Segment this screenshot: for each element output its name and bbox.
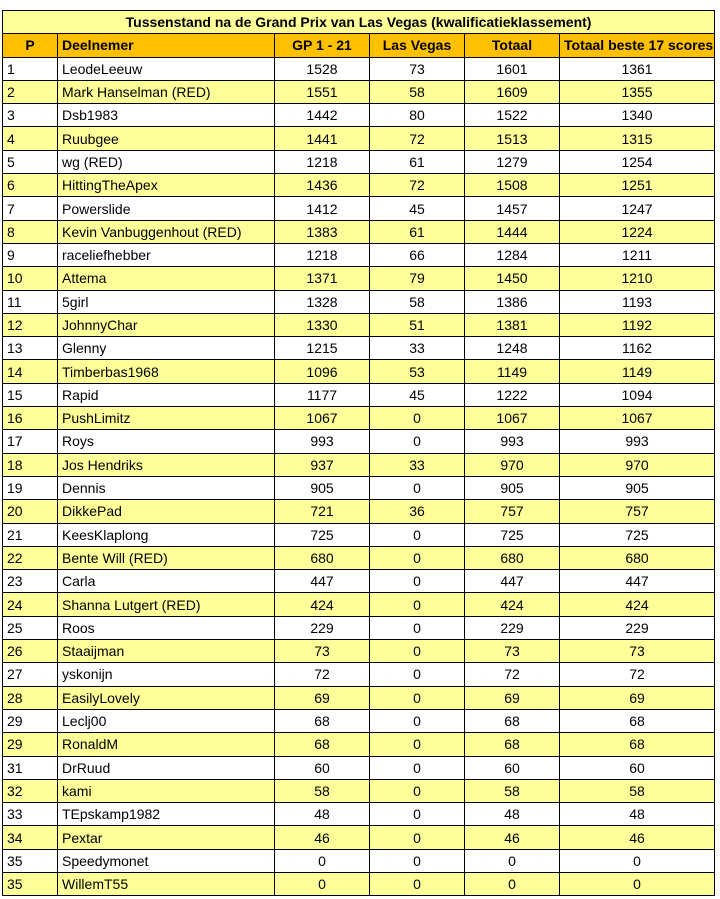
- cell-las-vegas: 0: [370, 686, 465, 709]
- cell-total: 993: [465, 430, 560, 453]
- cell-las-vegas: 80: [370, 104, 465, 127]
- table-row: [3, 663, 715, 686]
- cell-gp-1-21: 1441: [275, 127, 370, 150]
- cell-total: 905: [465, 476, 560, 499]
- cell-position: 1: [3, 57, 58, 80]
- cell-best-17: 0: [560, 849, 715, 872]
- cell-position: 2: [3, 80, 58, 103]
- cell-total: 69: [465, 686, 560, 709]
- cell-total: 48: [465, 803, 560, 826]
- table-row: [3, 80, 715, 103]
- cell-gp-1-21: 1096: [275, 360, 370, 383]
- cell-best-17: 229: [560, 616, 715, 639]
- cell-best-17: 1162: [560, 337, 715, 360]
- cell-las-vegas: 33: [370, 453, 465, 476]
- cell-best-17: 905: [560, 476, 715, 499]
- cell-las-vegas: 33: [370, 337, 465, 360]
- cell-las-vegas: 45: [370, 383, 465, 406]
- cell-position: 24: [3, 593, 58, 616]
- cell-best-17: 1247: [560, 197, 715, 220]
- cell-total: 725: [465, 523, 560, 546]
- table-row: [3, 430, 715, 453]
- table-row: [3, 290, 715, 313]
- cell-las-vegas: 61: [370, 220, 465, 243]
- table-row: [3, 779, 715, 802]
- cell-las-vegas: 0: [370, 640, 465, 663]
- cell-las-vegas: 53: [370, 360, 465, 383]
- cell-total: 1601: [465, 57, 560, 80]
- cell-participant: Roos: [58, 616, 275, 639]
- cell-position: 29: [3, 709, 58, 732]
- cell-best-17: 68: [560, 733, 715, 756]
- cell-total: 1450: [465, 267, 560, 290]
- cell-participant: Roys: [58, 430, 275, 453]
- cell-best-17: 58: [560, 779, 715, 802]
- cell-total: 447: [465, 570, 560, 593]
- cell-gp-1-21: 1436: [275, 174, 370, 197]
- cell-gp-1-21: 68: [275, 709, 370, 732]
- cell-participant: TEpskamp1982: [58, 803, 275, 826]
- cell-position: 21: [3, 523, 58, 546]
- table-row: [3, 407, 715, 430]
- cell-las-vegas: 0: [370, 593, 465, 616]
- table-row: [3, 616, 715, 639]
- cell-gp-1-21: 1215: [275, 337, 370, 360]
- cell-best-17: 447: [560, 570, 715, 593]
- table-row: [3, 476, 715, 499]
- cell-las-vegas: 0: [370, 546, 465, 569]
- cell-best-17: 680: [560, 546, 715, 569]
- cell-total: 68: [465, 733, 560, 756]
- cell-position: 16: [3, 407, 58, 430]
- cell-gp-1-21: 993: [275, 430, 370, 453]
- cell-las-vegas: 0: [370, 779, 465, 802]
- cell-participant: raceliefhebber: [58, 243, 275, 266]
- cell-best-17: 1149: [560, 360, 715, 383]
- cell-total: 229: [465, 616, 560, 639]
- cell-position: 4: [3, 127, 58, 150]
- cell-gp-1-21: 1551: [275, 80, 370, 103]
- table-row: [3, 174, 715, 197]
- cell-las-vegas: 72: [370, 127, 465, 150]
- table-row: [3, 826, 715, 849]
- cell-position: 9: [3, 243, 58, 266]
- cell-participant: Pextar: [58, 826, 275, 849]
- cell-total: 680: [465, 546, 560, 569]
- cell-position: 11: [3, 290, 58, 313]
- cell-las-vegas: 0: [370, 523, 465, 546]
- cell-position: 8: [3, 220, 58, 243]
- table-row: [3, 150, 715, 173]
- cell-total: 1067: [465, 407, 560, 430]
- cell-best-17: 424: [560, 593, 715, 616]
- cell-gp-1-21: 72: [275, 663, 370, 686]
- cell-participant: Rapid: [58, 383, 275, 406]
- cell-total: 72: [465, 663, 560, 686]
- cell-best-17: 1355: [560, 80, 715, 103]
- cell-las-vegas: 0: [370, 803, 465, 826]
- cell-gp-1-21: 1218: [275, 243, 370, 266]
- cell-las-vegas: 0: [370, 407, 465, 430]
- cell-gp-1-21: 1218: [275, 150, 370, 173]
- cell-gp-1-21: 1330: [275, 313, 370, 336]
- cell-total: 1279: [465, 150, 560, 173]
- table-row: [3, 803, 715, 826]
- table-row: [3, 500, 715, 523]
- table-row: [3, 593, 715, 616]
- cell-best-17: 1340: [560, 104, 715, 127]
- column-header-participant: Deelnemer: [58, 34, 275, 57]
- cell-participant: Dennis: [58, 476, 275, 499]
- cell-total: 1609: [465, 80, 560, 103]
- cell-total: 1284: [465, 243, 560, 266]
- cell-position: 35: [3, 849, 58, 872]
- cell-total: 1457: [465, 197, 560, 220]
- cell-best-17: 1254: [560, 150, 715, 173]
- standings-sheet: [2, 10, 715, 896]
- cell-las-vegas: 79: [370, 267, 465, 290]
- cell-las-vegas: 0: [370, 476, 465, 499]
- cell-best-17: 0: [560, 872, 715, 895]
- cell-gp-1-21: 1067: [275, 407, 370, 430]
- cell-best-17: 1224: [560, 220, 715, 243]
- table-row: [3, 872, 715, 895]
- table-row: [3, 570, 715, 593]
- cell-position: 22: [3, 546, 58, 569]
- cell-participant: yskonijn: [58, 663, 275, 686]
- cell-best-17: 993: [560, 430, 715, 453]
- cell-las-vegas: 61: [370, 150, 465, 173]
- table-row: [3, 546, 715, 569]
- cell-participant: kami: [58, 779, 275, 802]
- cell-las-vegas: 0: [370, 709, 465, 732]
- cell-gp-1-21: 46: [275, 826, 370, 849]
- cell-position: 13: [3, 337, 58, 360]
- cell-best-17: 1315: [560, 127, 715, 150]
- cell-total: 1513: [465, 127, 560, 150]
- table-row: [3, 360, 715, 383]
- cell-participant: Carla: [58, 570, 275, 593]
- table-row: [3, 756, 715, 779]
- cell-las-vegas: 36: [370, 500, 465, 523]
- cell-position: 25: [3, 616, 58, 639]
- cell-participant: RonaldM: [58, 733, 275, 756]
- cell-las-vegas: 0: [370, 663, 465, 686]
- cell-las-vegas: 0: [370, 430, 465, 453]
- cell-total: 1381: [465, 313, 560, 336]
- cell-position: 3: [3, 104, 58, 127]
- cell-participant: Powerslide: [58, 197, 275, 220]
- cell-las-vegas: 0: [370, 733, 465, 756]
- table-row: [3, 57, 715, 80]
- cell-gp-1-21: 68: [275, 733, 370, 756]
- cell-total: 1386: [465, 290, 560, 313]
- cell-position: 31: [3, 756, 58, 779]
- table-row: [3, 453, 715, 476]
- cell-gp-1-21: 447: [275, 570, 370, 593]
- standings-body: [3, 57, 715, 896]
- cell-participant: DikkePad: [58, 500, 275, 523]
- table-row: [3, 523, 715, 546]
- cell-best-17: 48: [560, 803, 715, 826]
- cell-las-vegas: 0: [370, 616, 465, 639]
- table-row: [3, 127, 715, 150]
- cell-total: 0: [465, 849, 560, 872]
- table-row: [3, 104, 715, 127]
- cell-total: 60: [465, 756, 560, 779]
- cell-best-17: 1361: [560, 57, 715, 80]
- table-row: [3, 337, 715, 360]
- table-row: [3, 197, 715, 220]
- table-row: [3, 709, 715, 732]
- column-header-position: P: [3, 34, 58, 57]
- cell-gp-1-21: 73: [275, 640, 370, 663]
- cell-participant: HittingTheApex: [58, 174, 275, 197]
- cell-gp-1-21: 1528: [275, 57, 370, 80]
- cell-position: 32: [3, 779, 58, 802]
- cell-participant: JohnnyChar: [58, 313, 275, 336]
- cell-best-17: 1211: [560, 243, 715, 266]
- cell-las-vegas: 58: [370, 290, 465, 313]
- cell-participant: Mark Hanselman (RED): [58, 80, 275, 103]
- cell-gp-1-21: 725: [275, 523, 370, 546]
- column-header-las-vegas: Las Vegas: [370, 34, 465, 57]
- cell-position: 6: [3, 174, 58, 197]
- cell-position: 33: [3, 803, 58, 826]
- table-row: [3, 640, 715, 663]
- cell-gp-1-21: 1177: [275, 383, 370, 406]
- cell-las-vegas: 58: [370, 80, 465, 103]
- cell-las-vegas: 51: [370, 313, 465, 336]
- table-row: [3, 313, 715, 336]
- column-header-gp-1-21: GP 1 - 21: [275, 34, 370, 57]
- cell-participant: 5girl: [58, 290, 275, 313]
- cell-total: 68: [465, 709, 560, 732]
- table-row: [3, 849, 715, 872]
- cell-best-17: 757: [560, 500, 715, 523]
- cell-position: 29: [3, 733, 58, 756]
- cell-gp-1-21: 1383: [275, 220, 370, 243]
- title-row: [3, 11, 715, 34]
- cell-total: 757: [465, 500, 560, 523]
- cell-position: 27: [3, 663, 58, 686]
- cell-position: 34: [3, 826, 58, 849]
- cell-total: 46: [465, 826, 560, 849]
- cell-position: 14: [3, 360, 58, 383]
- cell-best-17: 1094: [560, 383, 715, 406]
- cell-total: 970: [465, 453, 560, 476]
- cell-participant: WillemT55: [58, 872, 275, 895]
- cell-position: 19: [3, 476, 58, 499]
- cell-gp-1-21: 1371: [275, 267, 370, 290]
- cell-participant: DrRuud: [58, 756, 275, 779]
- cell-gp-1-21: 937: [275, 453, 370, 476]
- cell-las-vegas: 72: [370, 174, 465, 197]
- cell-participant: PushLimitz: [58, 407, 275, 430]
- cell-participant: EasilyLovely: [58, 686, 275, 709]
- column-header-total: Totaal: [465, 34, 560, 57]
- cell-position: 7: [3, 197, 58, 220]
- cell-total: 1149: [465, 360, 560, 383]
- cell-total: 58: [465, 779, 560, 802]
- table-row: [3, 220, 715, 243]
- cell-best-17: 1192: [560, 313, 715, 336]
- cell-participant: Timberbas1968: [58, 360, 275, 383]
- cell-las-vegas: 0: [370, 756, 465, 779]
- cell-total: 1508: [465, 174, 560, 197]
- cell-best-17: 1067: [560, 407, 715, 430]
- cell-position: 17: [3, 430, 58, 453]
- cell-gp-1-21: 48: [275, 803, 370, 826]
- cell-participant: Leclj00: [58, 709, 275, 732]
- cell-participant: Jos Hendriks: [58, 453, 275, 476]
- cell-total: 1444: [465, 220, 560, 243]
- cell-gp-1-21: 0: [275, 872, 370, 895]
- table-title: Tussenstand na de Grand Prix van Las Vegas (kwalificatieklassement): [3, 11, 715, 34]
- cell-best-17: 72: [560, 663, 715, 686]
- cell-gp-1-21: 0: [275, 849, 370, 872]
- cell-best-17: 69: [560, 686, 715, 709]
- cell-participant: Dsb1983: [58, 104, 275, 127]
- cell-gp-1-21: 58: [275, 779, 370, 802]
- cell-position: 35: [3, 872, 58, 895]
- cell-participant: Ruubgee: [58, 127, 275, 150]
- cell-position: 18: [3, 453, 58, 476]
- cell-participant: LeodeLeeuw: [58, 57, 275, 80]
- cell-las-vegas: 45: [370, 197, 465, 220]
- cell-position: 23: [3, 570, 58, 593]
- cell-gp-1-21: 229: [275, 616, 370, 639]
- table-row: [3, 243, 715, 266]
- cell-best-17: 68: [560, 709, 715, 732]
- cell-participant: Glenny: [58, 337, 275, 360]
- cell-participant: Kevin Vanbuggenhout (RED): [58, 220, 275, 243]
- cell-total: 1522: [465, 104, 560, 127]
- cell-las-vegas: 0: [370, 570, 465, 593]
- cell-best-17: 60: [560, 756, 715, 779]
- table-row: [3, 733, 715, 756]
- cell-gp-1-21: 69: [275, 686, 370, 709]
- table-row: [3, 267, 715, 290]
- column-header-best-17: Totaal beste 17 scores: [560, 34, 715, 57]
- cell-gp-1-21: 721: [275, 500, 370, 523]
- cell-best-17: 73: [560, 640, 715, 663]
- table-row: [3, 686, 715, 709]
- cell-total: 73: [465, 640, 560, 663]
- cell-gp-1-21: 424: [275, 593, 370, 616]
- cell-position: 15: [3, 383, 58, 406]
- table-row: [3, 383, 715, 406]
- cell-participant: Bente Will (RED): [58, 546, 275, 569]
- cell-las-vegas: 0: [370, 872, 465, 895]
- cell-best-17: 1251: [560, 174, 715, 197]
- cell-participant: wg (RED): [58, 150, 275, 173]
- cell-gp-1-21: 1328: [275, 290, 370, 313]
- cell-best-17: 1193: [560, 290, 715, 313]
- cell-gp-1-21: 60: [275, 756, 370, 779]
- cell-las-vegas: 0: [370, 849, 465, 872]
- cell-participant: Shanna Lutgert (RED): [58, 593, 275, 616]
- cell-position: 26: [3, 640, 58, 663]
- cell-best-17: 1210: [560, 267, 715, 290]
- cell-position: 28: [3, 686, 58, 709]
- cell-gp-1-21: 1442: [275, 104, 370, 127]
- cell-total: 1248: [465, 337, 560, 360]
- cell-gp-1-21: 680: [275, 546, 370, 569]
- cell-gp-1-21: 905: [275, 476, 370, 499]
- cell-gp-1-21: 1412: [275, 197, 370, 220]
- cell-total: 424: [465, 593, 560, 616]
- cell-participant: KeesKlaplong: [58, 523, 275, 546]
- cell-participant: Attema: [58, 267, 275, 290]
- cell-best-17: 725: [560, 523, 715, 546]
- cell-las-vegas: 66: [370, 243, 465, 266]
- cell-participant: Speedymonet: [58, 849, 275, 872]
- cell-position: 12: [3, 313, 58, 336]
- cell-total: 0: [465, 872, 560, 895]
- cell-best-17: 46: [560, 826, 715, 849]
- cell-total: 1222: [465, 383, 560, 406]
- cell-participant: Staaijman: [58, 640, 275, 663]
- cell-position: 20: [3, 500, 58, 523]
- standings-table: [2, 10, 715, 896]
- cell-las-vegas: 73: [370, 57, 465, 80]
- column-header-row: [3, 34, 715, 57]
- cell-best-17: 970: [560, 453, 715, 476]
- cell-las-vegas: 0: [370, 826, 465, 849]
- cell-position: 5: [3, 150, 58, 173]
- cell-position: 10: [3, 267, 58, 290]
